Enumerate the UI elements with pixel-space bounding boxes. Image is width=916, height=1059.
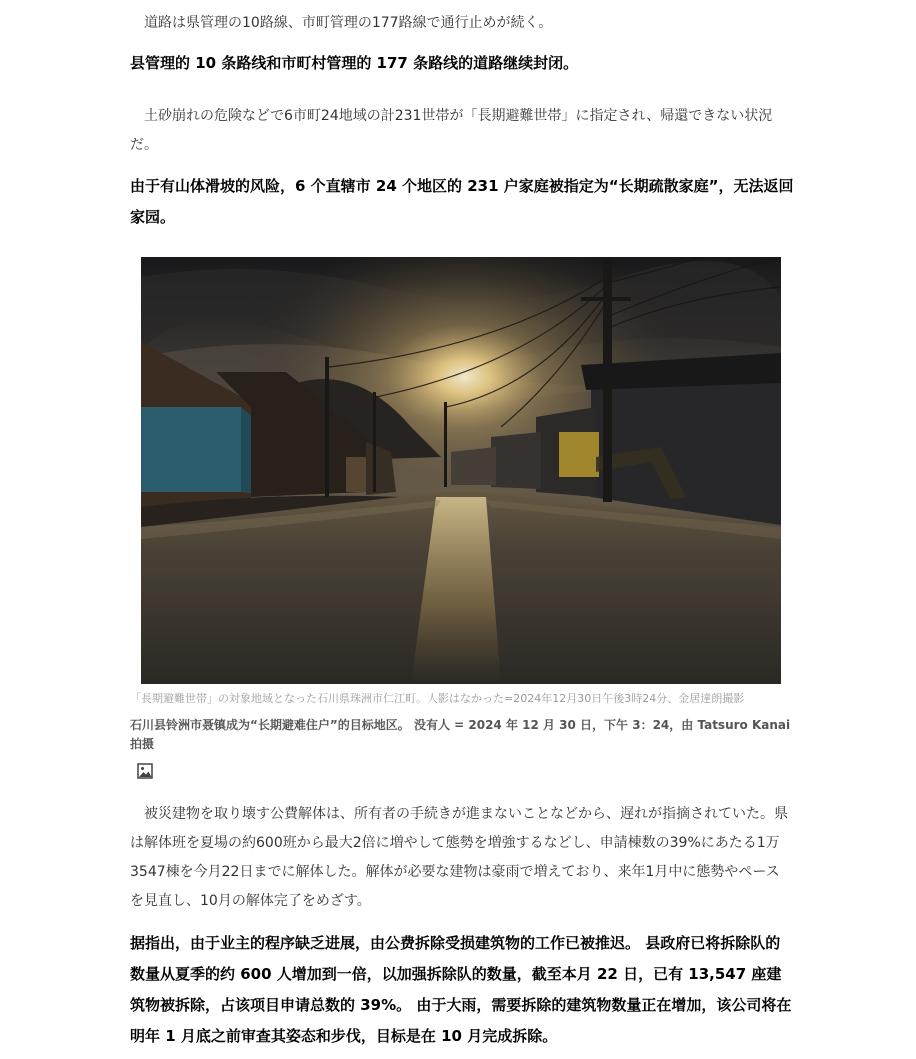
paragraph-zh-demolition: 据指出，由于业主的程序缺乏进展，由公费拆除受损建筑物的工作已被推迟。 县政府已将拆除队的数量从夏季的约 600 人增加到一倍，以加强拆除队的数量，截至本月 22 日，已有 13,547 座建筑物被拆除，占该项目申请总数的 39%。 由于大雨，需要拆除的建筑物数量正在增加，该公司将在明年 1 月底之前审查其姿态和步伐，目标是在 10 月完成拆除。 [130, 934, 792, 1045]
paragraph-ja-evacuation: 土砂崩れの危険などで6市町24地域の計231世帯が「長期避難世帯」に指定され、帰還できない状況だ。 [130, 108, 773, 153]
photo-caption-zh: 石川县铃洲市聂镇成为“长期避难住户”的目标地区。 没有人 = 2024 年 12 月 30 日，下午 3：24，由 Tatsuro Kanai 拍摄 [130, 718, 791, 751]
article-photo [141, 257, 781, 684]
image-icon[interactable] [136, 762, 154, 780]
photo-caption-ja: 「長期避難世帯」の対象地域となった石川県珠洲市仁江町。人影はなかった=2024年12月30日午後3時24分、金居達朗撮影 [130, 692, 745, 705]
paragraph-ja-demolition: 被災建物を取り壊す公費解体は、所有者の手続きが進まないことなどから、遅れが指摘されていた。県は解体班を夏場の約600班から最大2倍に増やして態勢を増強するなどし、申請棟数の39%にあたる1万3547棟を今月22日までに解体した。解体が必要な建物は豪雨で増えており、来年1月中に態勢やペースを見直し、10月の解体完了をめざす。 [130, 806, 788, 909]
paragraph-zh-roads: 县管理的 10 条路线和市町村管理的 177 条路线的道路继续封闭。 [130, 54, 579, 72]
paragraph-zh-evacuation: 由于有山体滑坡的风险，6 个直辖市 24 个地区的 231 户家庭被指定为“长期疏散家庭”，无法返回家园。 [130, 177, 794, 226]
paragraph-ja-roads: 道路は県管理の10路線、市町管理の177路線で通行止めが続く。 [144, 15, 553, 31]
